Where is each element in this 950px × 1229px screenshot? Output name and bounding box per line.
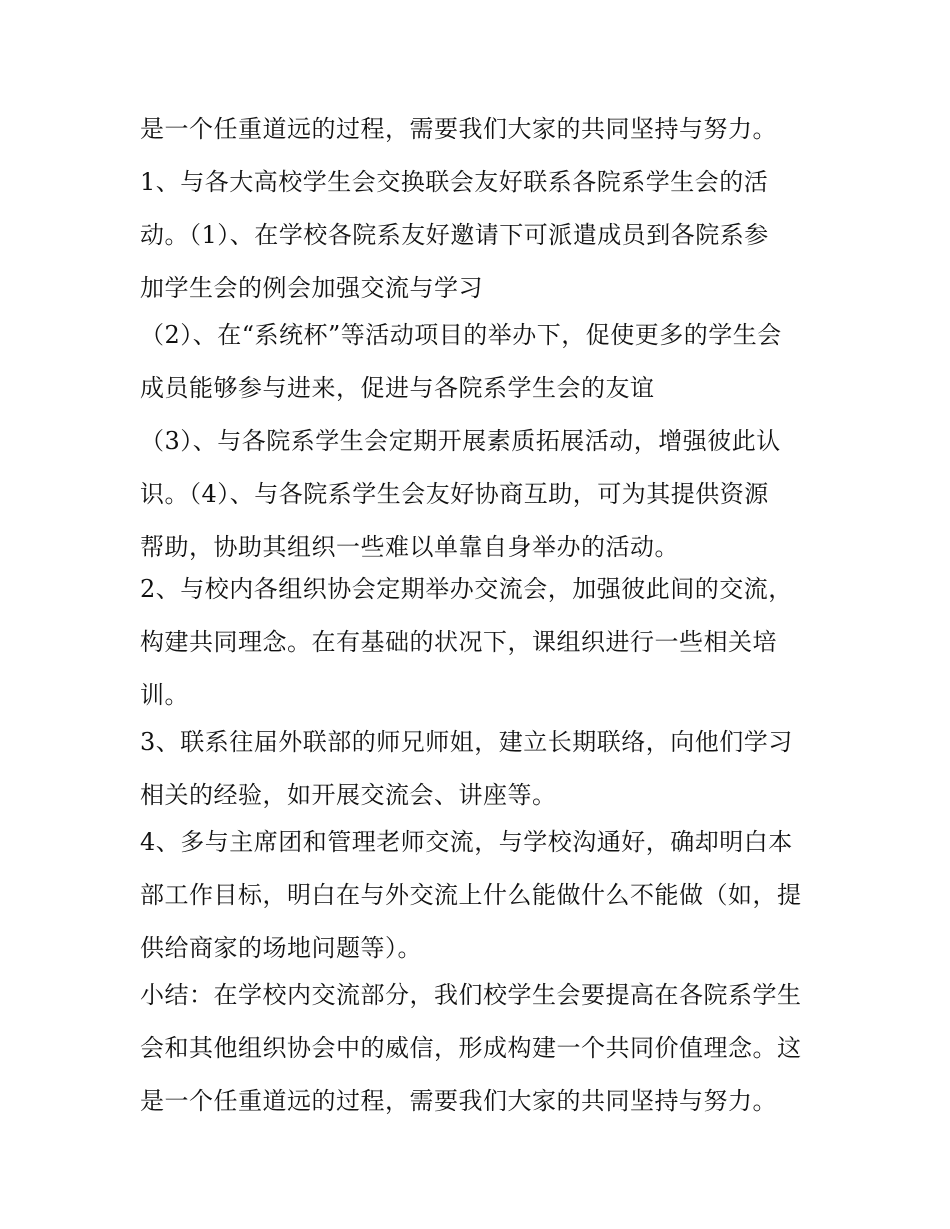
text-line-12: 训。 xyxy=(140,681,189,709)
text-line-9: 帮助，协助其组织一些难以单靠自身举办的活动。 xyxy=(140,533,679,561)
text-line-3: 动。（1）、在学校各院系友好邀请下可派遣成员到各院系参 xyxy=(140,221,769,249)
text-line-5: （2）、在“系统杯”等活动项目的举办下，促使更多的学生会 xyxy=(140,321,782,349)
text-line-4: 加学生会的例会加强交流与学习 xyxy=(140,274,483,302)
text-line-16: 部工作目标，明白在与外交流上什么能做什么不能做（如，提 xyxy=(140,881,802,909)
text-line-18: 小结：在学校内交流部分，我们校学生会要提高在各院系学生 xyxy=(140,981,802,1009)
text-line-13: 3、联系往届外联部的师兄师姐，建立长期联络，向他们学习 xyxy=(140,728,793,756)
text-line-11: 构建共同理念。在有基础的状况下，课组织进行一些相关培 xyxy=(140,628,777,656)
text-line-14: 相关的经验，如开展交流会、讲座等。 xyxy=(140,781,557,809)
text-line-10: 2、与校内各组织协会定期举办交流会，加强彼此间的交流， xyxy=(140,575,793,603)
text-line-15: 4、多与主席团和管理老师交流，与学校沟通好，确却明白本 xyxy=(140,828,793,856)
text-line-1: 是一个任重道远的过程，需要我们大家的共同坚持与努力。 xyxy=(140,115,777,143)
text-line-7: （3）、与各院系学生会定期开展素质拓展活动，增强彼此认 xyxy=(140,427,781,455)
text-line-20: 是一个任重道远的过程，需要我们大家的共同坚持与努力。 xyxy=(140,1087,777,1115)
text-line-2: 1、与各大高校学生会交换联会友好联系各院系学生会的活 xyxy=(140,168,769,196)
text-line-8: 识。（4）、与各院系学生会友好协商互助，可为其提供资源 xyxy=(140,480,769,508)
text-line-17: 供给商家的场地问题等）。 xyxy=(140,934,422,962)
text-line-6: 成员能够参与进来，促进与各院系学生会的友谊 xyxy=(140,374,655,402)
text-line-19: 会和其他组织协会中的威信，形成构建一个共同价值理念。这 xyxy=(140,1034,802,1062)
